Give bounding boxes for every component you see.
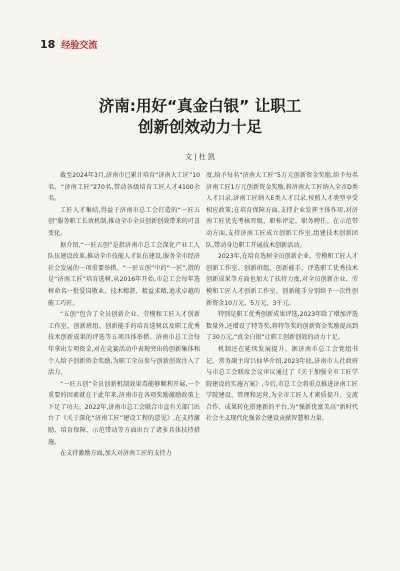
section-name: 经验交流 (61, 41, 98, 51)
paragraph: 机制还在延续发展提升。据济南市总工会党组书记、常务副主席吕仙华介绍,2023年底,济南市人社政府与市总工会联席会议审议通过了《关于加强全市工匠学院建设的实施方案》,今后,市总工会将重点推进济南工匠学院建设、管理和运营,为全市工匠人才素质提升、交流合作、成果转化搭建新的平台,为“强新优富美高”新时代社会主义现代化强省会建设贡献智慧和力量。 (206, 345, 358, 423)
title-line-1: 济南:用好“真金白银” 让职工 (98, 97, 302, 115)
paragraph: “一匠五创”全员创新机制效果毒能够顺利开展,一个重要的因素就在于此年来,济南市在各项奖励激励政策上下足了功夫。2022年,济南市总工会联合市直有关部门出台了《关于深化“济南工匠”建设工程的意见》,在支持激励、培育保障、示范带动等方面出台了诸多具体扶持措施。 (48, 380, 200, 446)
author-byline: 文 | 杜 凯 (184, 153, 216, 161)
article-title (0, 96, 400, 138)
paragraph: 工匠人才集结,得益于济南市总工会打造的“一匠五创”服务职工长效机制,推动全市全员创新创效带来的可喜变化。 (48, 206, 200, 237)
paragraph: 截至2024年3月,济南市已累计培育“济南大工匠”10名、“济南工匠”270名,带动各级培育工匠人才4100余名。 (48, 172, 200, 203)
right-column (206, 170, 358, 425)
page-header (40, 38, 97, 51)
paragraph: 特别是职工优秀创新成果评选,2023年除了增加评选数量外,还增设了特等奖,将特等奖的创新资金奖励提高到了30万元,“真金白银”让职工创新创效的动力十足。 (206, 311, 358, 342)
paragraph: 据介绍,“一匠五创”是指济南市总工会深化产业工人队伍建设改革,推动全市技能人才队伍建设,服务全市经济社会发展的一项重要举措。“一匠五创”中的“一匠”,指的是“济南工匠”培育选树,从2016年开始,市总工会每年选树命名一批爱岗敬业、技术精湛、精益求精,追求卓越的能工巧匠。 (48, 241, 200, 307)
paragraph: 2023年,在培育选树全员创新企业、劳模和工匠人才创新工作室、创新班组、创新能手、评选职工优秀技术创新成果等方面也加大了扶持力度,对全员创新企业、劳模和工匠人才创新工作室、创新能手分别给予一次性创新资金10万元、5万元、3千元。 (206, 253, 358, 307)
paragraph: 在支持激励方面,加大对济南工匠的支持力 (60, 450, 172, 458)
title-line-2: 创新创效动力十足 (137, 118, 262, 136)
page-number: 18 (40, 38, 56, 51)
paragraph: “五创”包含了全员创新企业、劳模和工匠人才创新工作室、创新班组、创新能手的培育选树以及职工优秀技术创新成果的评选等五项具体举措。济南市总工会每年拿出专项资金,对在竞赛活动中表现突出的创新集体和个人给予创新资金奖励,为职工全员参与创新创效注入了活力。 (48, 311, 200, 377)
paragraph: 度,给予每名“济南大工匠”5万元创新资金奖励,给予每名济南工匠1万元创新资金奖励,将济南大工匠纳入全市D类人才目录,济南工匠纳入E类人才目录,按照人才类型享受相应政策;在培育保障方面,支持企业发挥主体作用,对济南工匠优先考核晋级、职称评定、职务聘任。在示范带动方面,支持济南工匠成立创新工作室,组建技术创新团队,带动身边职工开展技术创新活动。 (206, 172, 358, 249)
left-column (48, 170, 200, 460)
